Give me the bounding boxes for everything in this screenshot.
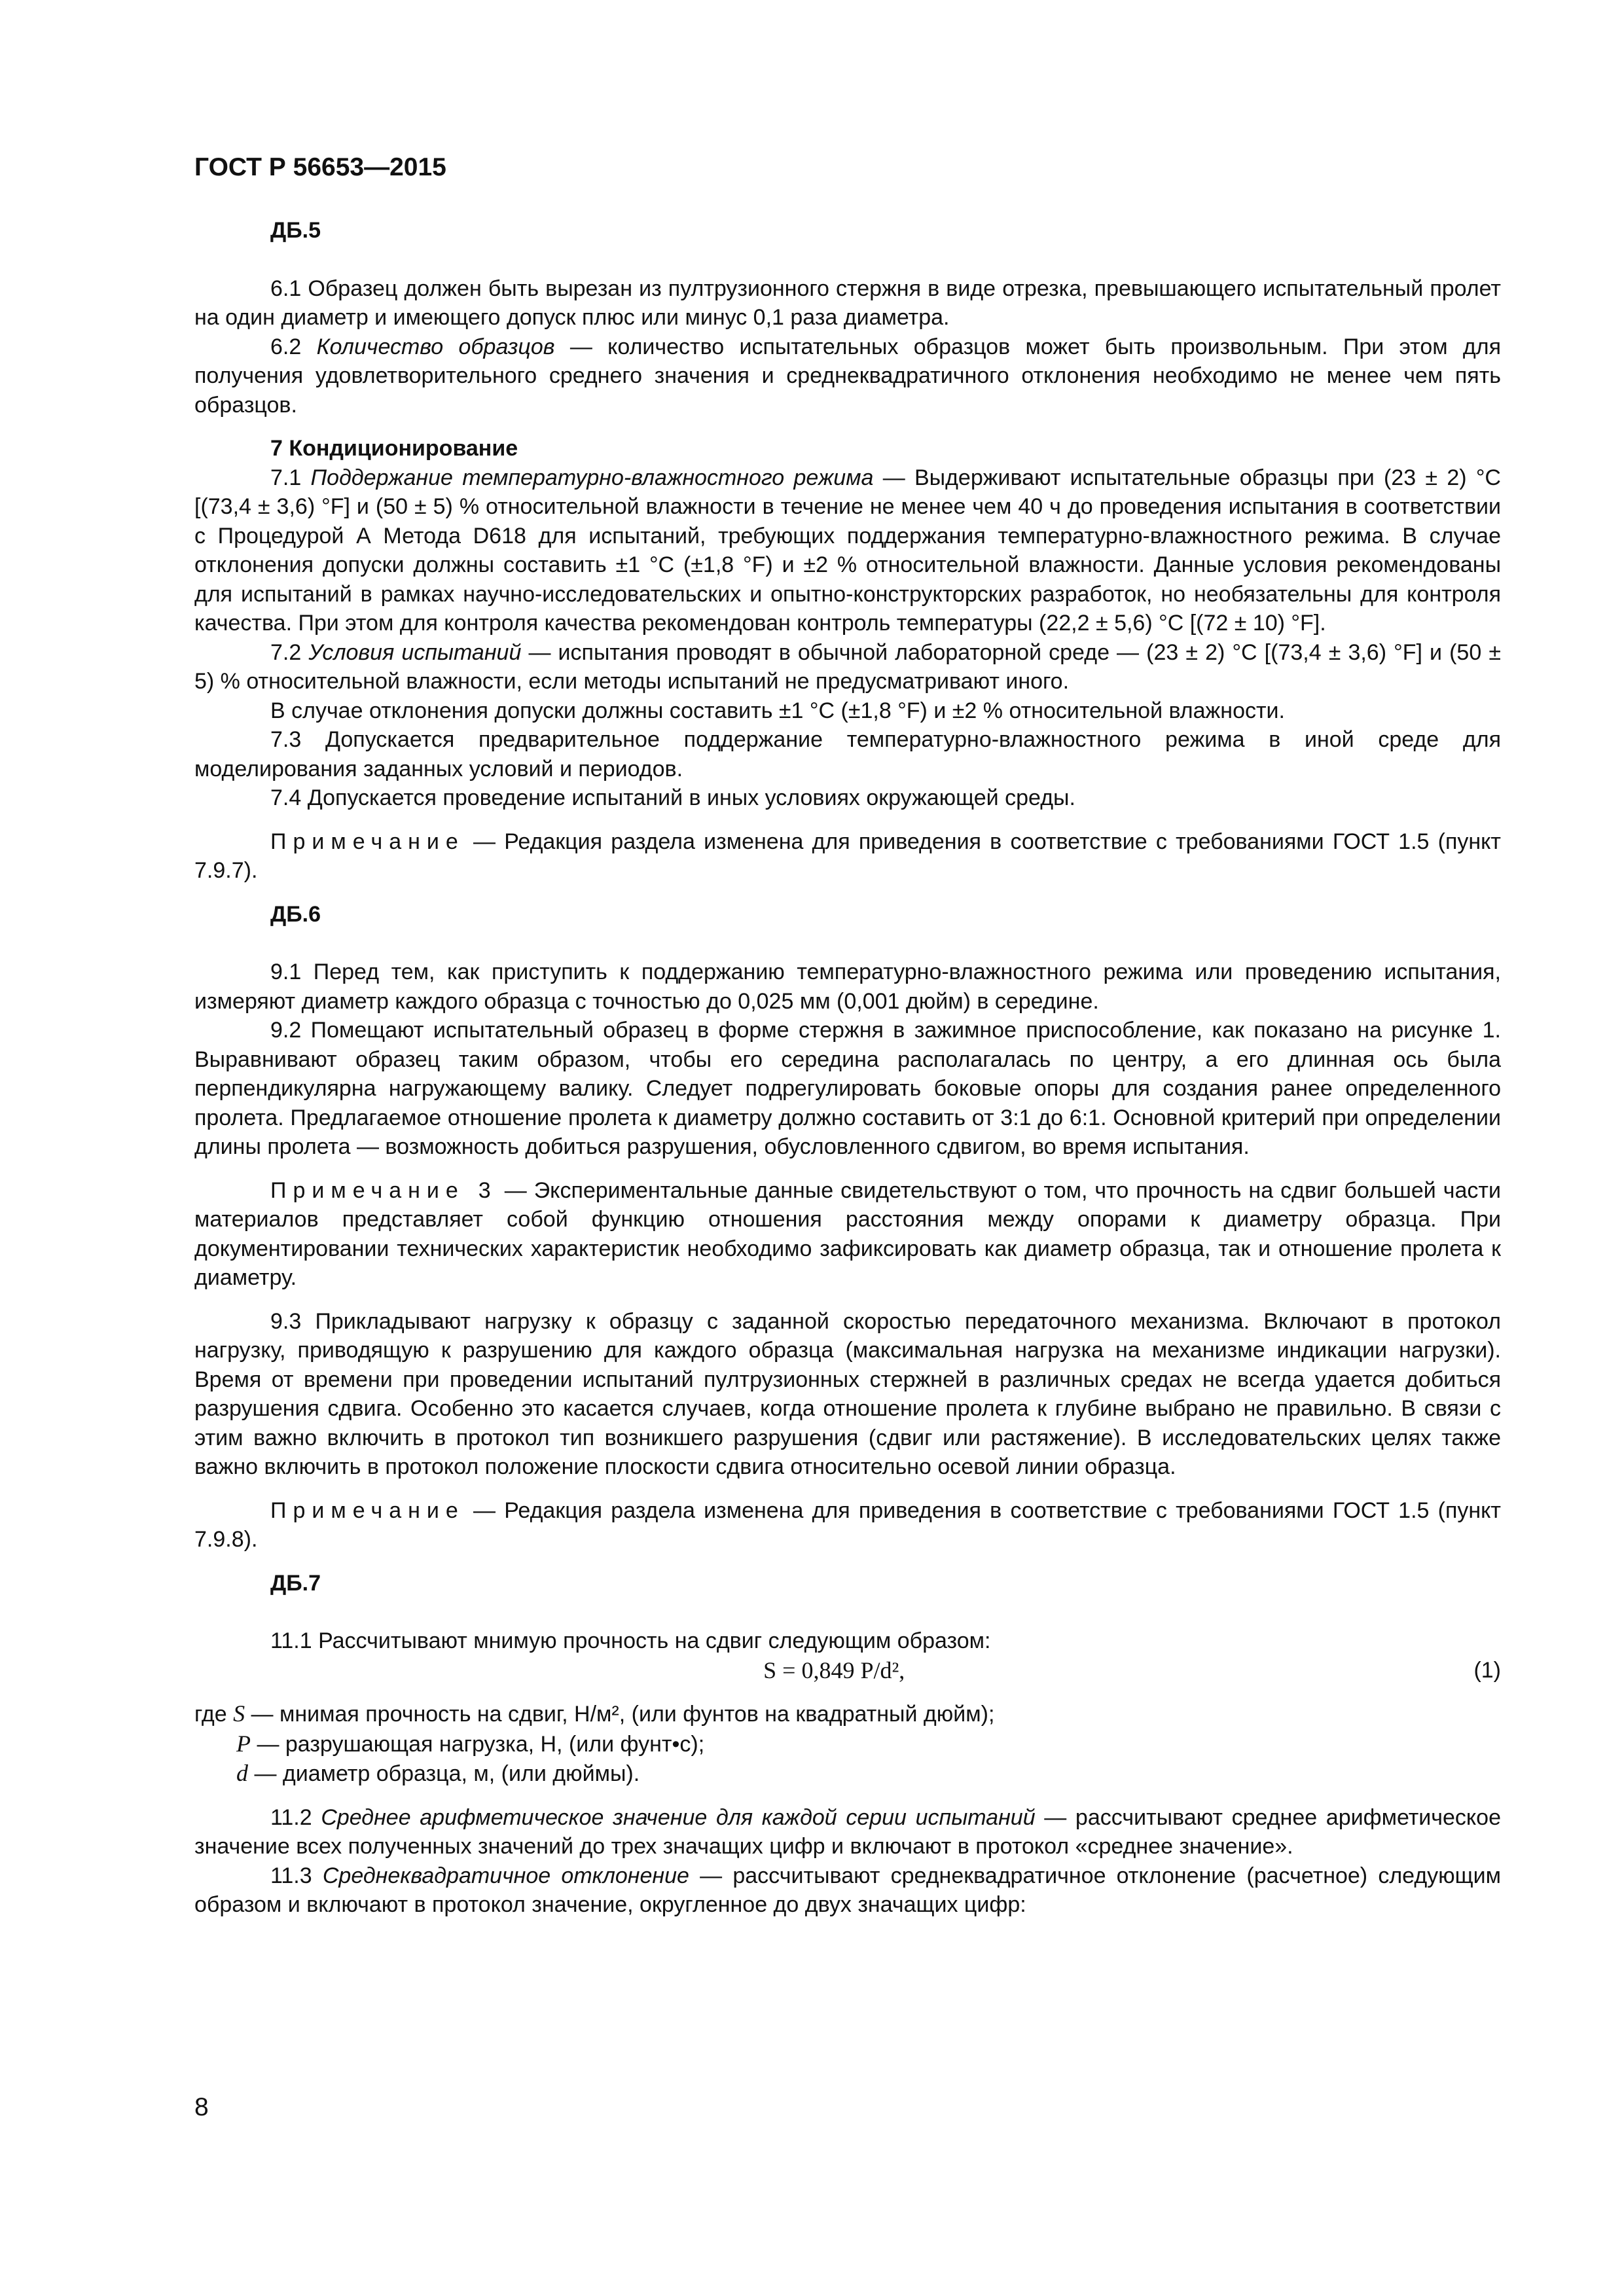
paragraph-11-3: 11.3 Среднеквадратичное отклонение — рассчитывают среднеквадратичное отклонение (расчетное) следующим образом и включают в протокол значение, округленное до двух значащих цифр: [194, 1863, 1502, 1917]
formula-number: (1) [1473, 1657, 1501, 1683]
section-title-db7: ДБ.7 [270, 1570, 321, 1596]
note-3: Примечание 3 — Экспериментальные данные свидетельствуют о том, что прочность на сдвиг большей части материалов представляет собой функцию отношения расстояния между опорами к диаметру образца. При документировании технических характеристик необходимо зафиксировать как диаметр образца, так и отношение пролета к диаметру. [194, 1177, 1501, 1290]
note-db6: Примечание — Редакция раздела изменена для приведения в соответствие с требованиями ГОСТ 1.5 (пункт 7.9.8). [194, 1498, 1501, 1552]
where-s: где S — мнимая прочность на сдвиг, Н/м², (или фунтов на квадратный дюйм); [194, 1700, 995, 1727]
where-d: d — диаметр образца, м, (или дюймы). [236, 1760, 640, 1786]
paragraph-6-2: 6.2 Количество образцов — количество испытательных образцов может быть произвольным. При этом для получения удовлетворительного среднего значения и среднеквадратичного отклонения необходимо не менее чем пять образцов. [194, 334, 1502, 418]
section-title-db5: ДБ.5 [270, 218, 321, 243]
standard-header: ГОСТ Р 56653—2015 [194, 153, 446, 181]
paragraph-7-2: 7.2 Условия испытаний — испытания проводят в обычной лабораторной среде — (23 ± 2) °С [(73,4 ± 3,6) °F] и (50 ± 5) % относительной влажности, если методы испытаний не предусматривают иного. [194, 639, 1501, 694]
paragraph-7-4: 7.4 Допускается проведение испытаний в иных условиях окружающей среды. [270, 785, 1075, 810]
heading-7: 7 Кондиционирование [270, 436, 518, 461]
formula-shear-strength: S = 0,849 P/d², [763, 1657, 905, 1683]
paragraph-11-1: 11.1 Рассчитывают мнимую прочность на сдвиг следующим образом: [270, 1628, 991, 1653]
formula-row [194, 1656, 1501, 1685]
document-body [194, 216, 1501, 1920]
paragraph-7-1: 7.1 Поддержание температурно-влажностного режима — Выдерживают испытательные образцы при (23 ± 2) °С [(73,4 ± 3,6) °F] и (50 ± 5) % относительной влажности в течение не менее чем 40 ч до проведения испытания в соответствии с Процедурой А Метода D618 для испытаний, требующих поддержания температурно-влажностного режима. В случае отклонения допуски должны составить ±1 °С (±1,8 °F) и ±2 % относительной влажности. Данные условия рекомендованы для испытаний в рамках научно-исследовательских и опытно-конструкторских разработок, но необязательны для контроля качества. При этом для контроля качества рекомендован контроль температуры (22,2 ± 5,6) °С [(72 ± 10) °F]. [194, 465, 1501, 636]
paragraph-9-1: 9.1 Перед тем, как приступить к поддержанию температурно-влажностного режима или проведению испытания, измеряют диаметр каждого образца с точностью до 0,025 мм (0,001 дюйм) в середине. [194, 960, 1501, 1014]
paragraph-9-2: 9.2 Помещают испытательный образец в форме стержня в зажимное приспособление, как показано на рисунке 1. Выравнивают образец таким образом, чтобы его середина располагалась по центру, а его длинная ось была перпендикулярна нагружающему валику. Следует подрегулировать боковые опоры для создания ранее определенного пролета. Предлагаемое отношение пролета к диаметру должно составить от 3:1 до 6:1. Основной критерий при определении длины пролета — возможность добиться разрушения, обусловленного сдвигом, во время испытания. [194, 1018, 1501, 1159]
note-db5: Примечание — Редакция раздела изменена для приведения в соответствие с требованиями ГОСТ 1.5 (пункт 7.9.7). [194, 829, 1501, 883]
paragraph-9-3: 9.3 Прикладывают нагрузку к образцу с заданной скоростью передаточного механизма. Включают в протокол нагрузку, приводящую к разрушению для каждого образца (максимальная нагрузка на механизме индикации нагрузки). Время от времени при проведении испытаний пултрузионных стержней в различных средах не всегда удается добиться разрушения сдвига. Особенно это касается случаев, когда отношение пролета к глубине выбрано не правильно. В связи с этим важно включить в протокол тип возникшего разрушения (сдвиг или растяжение). В исследовательских целях также важно включить в протокол положение плоскости сдвига относительно осевой линии образца. [194, 1308, 1501, 1479]
paragraph-7-2-tolerance: В случае отклонения допуски должны составить ±1 °С (±1,8 °F) и ±2 % относительной влажности. [270, 698, 1285, 723]
paragraph-6-1: 6.1 Образец должен быть вырезан из пултрузионного стержня в виде отрезка, превышающего испытательный пролет на один диаметр и имеющего допуск плюс или минус 0,1 раза диаметра. [194, 276, 1501, 330]
where-p: P — разрушающая нагрузка, Н, (или фунт•с); [236, 1730, 705, 1757]
paragraph-7-3: 7.3 Допускается предварительное поддержание температурно-влажностного режима в иной среде для моделирования заданных условий и периодов. [194, 727, 1501, 781]
section-title-db6: ДБ.6 [270, 901, 321, 927]
page-number: 8 [194, 2093, 209, 2121]
paragraph-11-2: 11.2 Среднее арифметическое значение для каждой серии испытаний — рассчитывают среднее арифметическое значение всех полученных значений до трех значащих цифр и включают в протокол «среднее значение». [194, 1804, 1501, 1859]
